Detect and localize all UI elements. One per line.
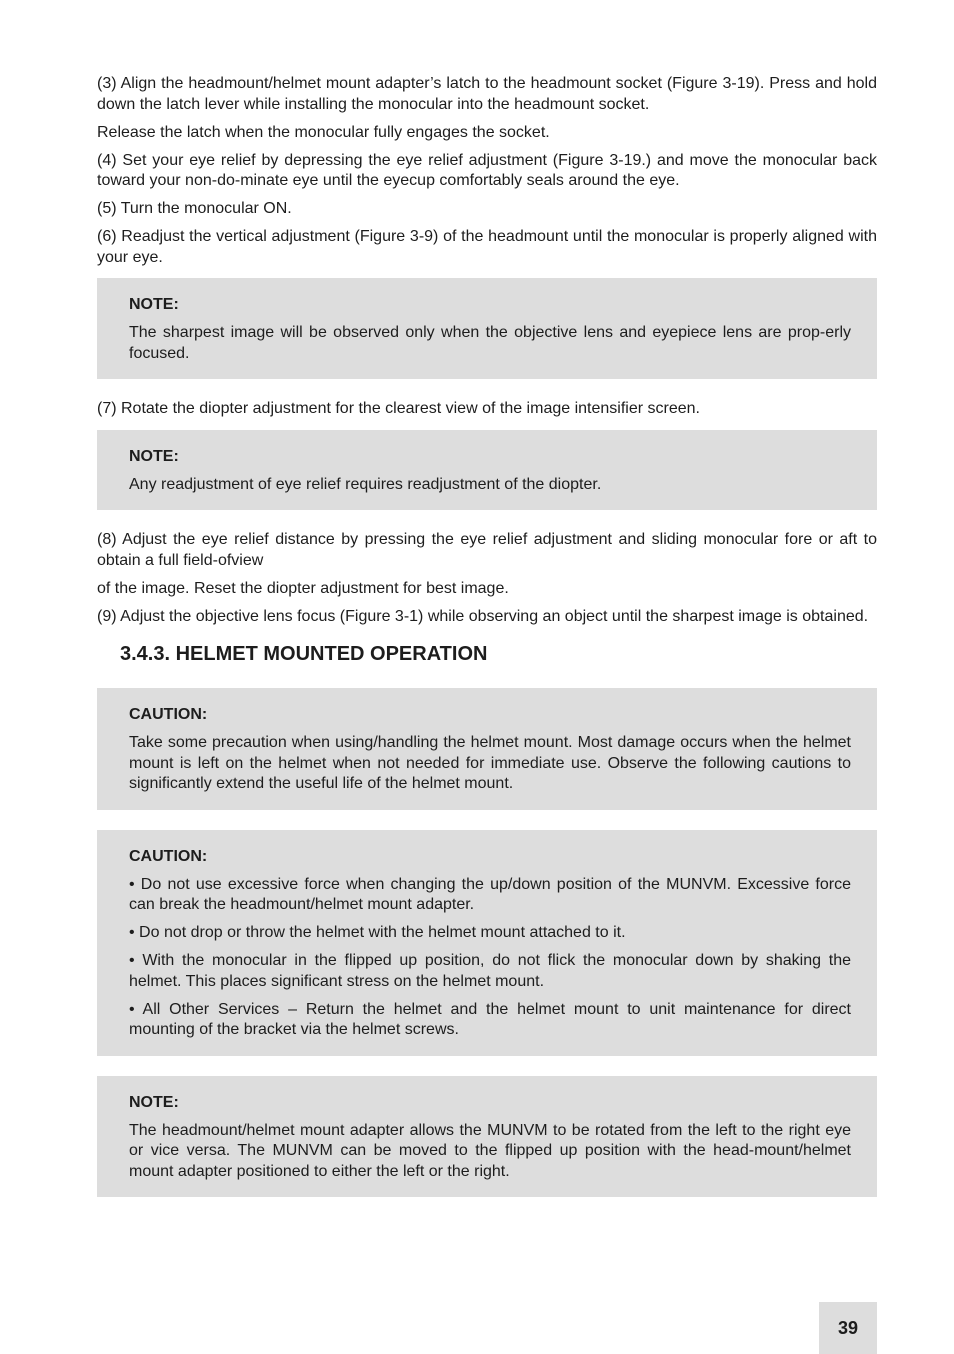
paragraph-step-8: (8) Adjust the eye relief distance by pressing the eye relief adjustment and sliding monocular fore or aft to obtain a full field-ofview (97, 531, 877, 569)
paragraph-step-7: (7) Rotate the diopter adjustment for the clearest view of the image intensifier screen. (97, 400, 700, 417)
paragraph-release-latch: Release the latch when the monocular fully engages the socket. (97, 123, 550, 141)
caution-box-precaution (97, 688, 877, 810)
paragraph-step-3: (3) Align the headmount/helmet mount adapter’s latch to the headmount socket (Figure 3-19). Press and hold down the latch lever while installing the monocular into the headmount socket. (97, 75, 877, 113)
note-text: The headmount/helmet mount adapter allows the MUNVM to be rotated from the left to the right eye or vice versa. The MUNVM can be moved to the flipped up position with the head-mount/helmet mount adapter positioned to either the left or the right. (129, 1121, 851, 1180)
paragraph-step-9: (9) Adjust the objective lens focus (Figure 3-1) while observing an object until the sharpest image is obtained. (97, 607, 869, 625)
caution-list-item: • All Other Services – Return the helmet and the helmet mount to unit maintenance for direct mounting of the bracket via the helmet screws. (129, 1000, 851, 1038)
paragraph-step-6: (6) Readjust the vertical adjustment (Figure 3-9) of the headmount until the monocular is properly aligned with your eye. (97, 228, 877, 266)
note-text: Any readjustment of eye relief requires readjustment of the diopter. (129, 475, 602, 493)
paragraph-step-5: (5) Turn the monocular ON. (97, 200, 292, 217)
caution-list-item: • Do not use excessive force when changing the up/down position of the MUNVM. Excessive force can break the headmount/helmet mount adapter. (129, 875, 851, 913)
note-title: NOTE: (129, 447, 179, 465)
caution-text: Take some precaution when using/handling the helmet mount. Most damage occurs when the helmet mount is left on the helmet when not needed for immediate use. Observe the following cautions to significantly extend the useful life of the helmet mount. (129, 734, 851, 792)
note-box-sharpest-image (97, 278, 877, 379)
paragraph-reset-diopter: of the image. Reset the diopter adjustment for best image. (97, 579, 509, 597)
caution-title: CAUTION: (129, 847, 208, 865)
caution-list-item: • With the monocular in the flipped up position, do not flick the monocular down by shaking the helmet. This places significant stress on the helmet mount. (129, 952, 851, 990)
paragraph-step-4: (4) Set your eye relief by depressing the eye relief adjustment (Figure 3-19.) and move the monocular back toward your non-do-minate eye until the eyecup comfortably seals around the eye. (97, 151, 877, 189)
note-text: The sharpest image will be observed only when the objective lens and eyepiece lens are prop-erly focused. (129, 324, 851, 362)
note-title: NOTE: (129, 1093, 179, 1111)
caution-list-item: • Do not drop or throw the helmet with the helmet mount attached to it. (129, 924, 626, 941)
caution-box-list (97, 830, 877, 1056)
caution-title: CAUTION: (129, 706, 208, 723)
page-content (97, 74, 877, 1217)
note-box-eye-relief (97, 430, 877, 511)
note-title: NOTE: (129, 296, 179, 313)
page-number: 39 (819, 1302, 877, 1354)
section-heading: 3.4.3. HELMET MOUNTED OPERATION (120, 643, 488, 665)
note-box-adapter-rotation (97, 1076, 877, 1198)
